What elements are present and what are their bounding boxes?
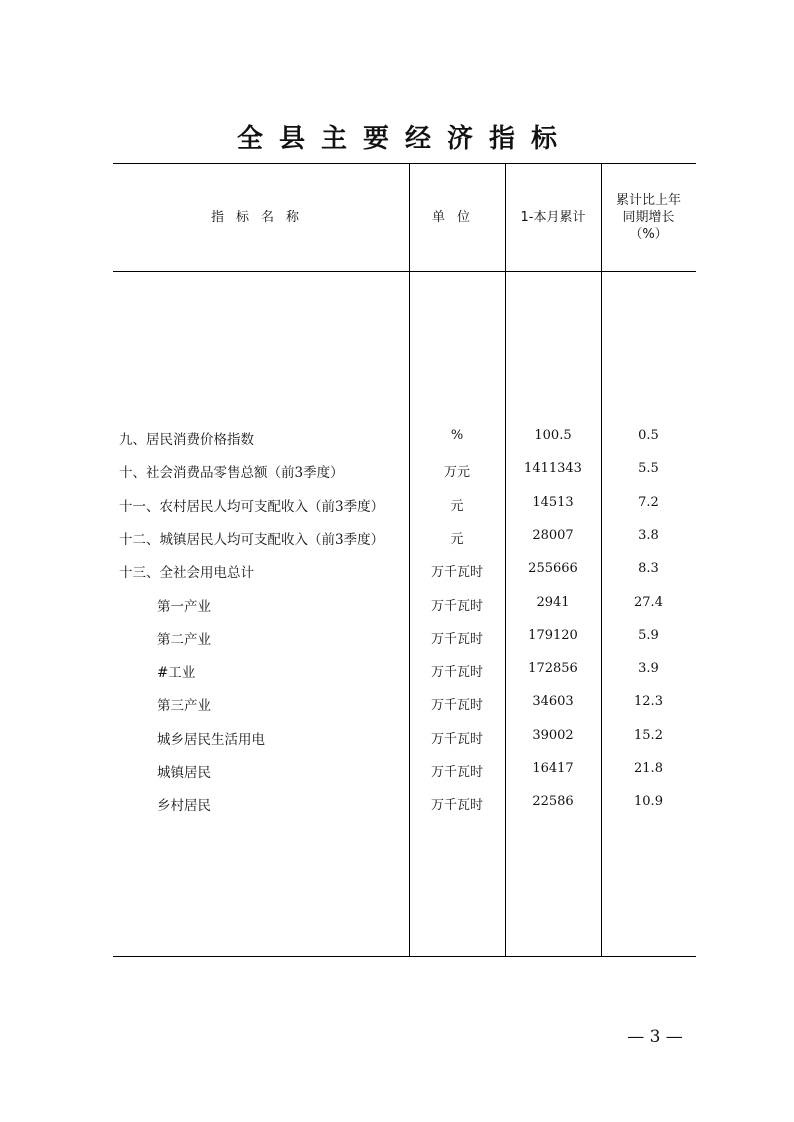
table-row [113,753,696,786]
indicator-table [113,163,696,957]
yoy-growth-value: 8.3 [638,561,659,577]
page-number: — 3 — [627,1027,683,1047]
cumulative-value: 16417 [532,761,574,776]
yoy-growth-value: 10.9 [634,794,663,810]
unit-cell: 万千瓦时 [430,765,483,780]
page-title: 全县主要经济指标 [236,124,573,154]
yoy-growth-value: 3.9 [638,661,659,677]
yoy-growth-value: 0.5 [638,428,659,443]
unit-cell: 万千瓦时 [430,731,483,747]
unit-cell: 万千瓦时 [430,798,483,814]
table-row [113,520,696,553]
cumulative-value: 28007 [532,527,574,543]
table-row [113,786,696,819]
table-row [113,553,696,586]
header-yoy-growth [601,164,696,271]
table-row [113,587,696,620]
indicator-name: 十二、城镇居民人均可支配收入（前3季度） [119,531,385,548]
indicator-name: 十三、全社会用电总计 [119,565,254,582]
cumulative-value: 1411343 [524,461,582,477]
yoy-growth-value: 15.2 [634,727,663,743]
indicator-name: #工业 [157,665,196,682]
header-yoy-label: 累计比上年同期增长（%） [615,193,681,242]
table-row [113,487,696,520]
indicator-name: 十一、农村居民人均可支配收入（前3季度） [119,498,385,515]
header-unit: 单位 [431,210,482,225]
indicator-name: 第三产业 [157,698,211,715]
unit-cell: 万千瓦时 [430,631,483,647]
table-row [113,620,696,653]
unit-cell: 元 [450,531,464,547]
indicator-name: 城镇居民 [157,765,211,781]
unit-cell: 万千瓦时 [430,565,483,581]
indicator-name: 乡村居民 [157,798,211,815]
header-indicator-name: 指标名称 [210,210,311,225]
table-row [113,653,696,686]
indicator-name: 第二产业 [157,631,211,648]
yoy-growth-value: 12.3 [634,694,663,710]
unit-cell: 万千瓦时 [430,698,483,714]
cumulative-value: 179120 [528,627,578,643]
cumulative-value: 14513 [532,494,574,510]
indicator-name: 十、社会消费品零售总额（前3季度） [119,465,344,482]
unit-cell: 元 [450,498,464,514]
unit-cell: 万千瓦时 [430,598,483,614]
cumulative-value: 172856 [528,661,578,677]
table-row [113,686,696,719]
indicator-name: 第一产业 [157,598,211,615]
unit-cell: 万元 [443,465,470,481]
indicator-name: 九、居民消费价格指数 [119,432,254,448]
table-row [113,420,696,453]
cumulative-value: 2941 [536,594,570,610]
table-row [113,720,696,753]
cumulative-value: 255666 [528,561,578,577]
indicator-name: 城乡居民生活用电 [157,731,265,748]
unit-cell: 万千瓦时 [430,665,483,681]
yoy-growth-value: 5.5 [638,461,659,477]
yoy-growth-value: 21.8 [634,761,663,776]
cumulative-value: 22586 [532,794,574,810]
table-row [113,453,696,486]
cumulative-value: 39002 [532,727,574,743]
header-divider [113,271,696,272]
yoy-growth-value: 27.4 [634,594,663,610]
yoy-growth-value: 5.9 [638,627,659,643]
unit-cell: % [450,428,464,443]
cumulative-value: 100.5 [534,428,572,443]
cumulative-value: 34603 [532,694,574,710]
yoy-growth-value: 7.2 [638,494,659,510]
header-cumulative: 1-本月累计 [520,210,586,225]
yoy-growth-value: 3.8 [638,527,659,543]
